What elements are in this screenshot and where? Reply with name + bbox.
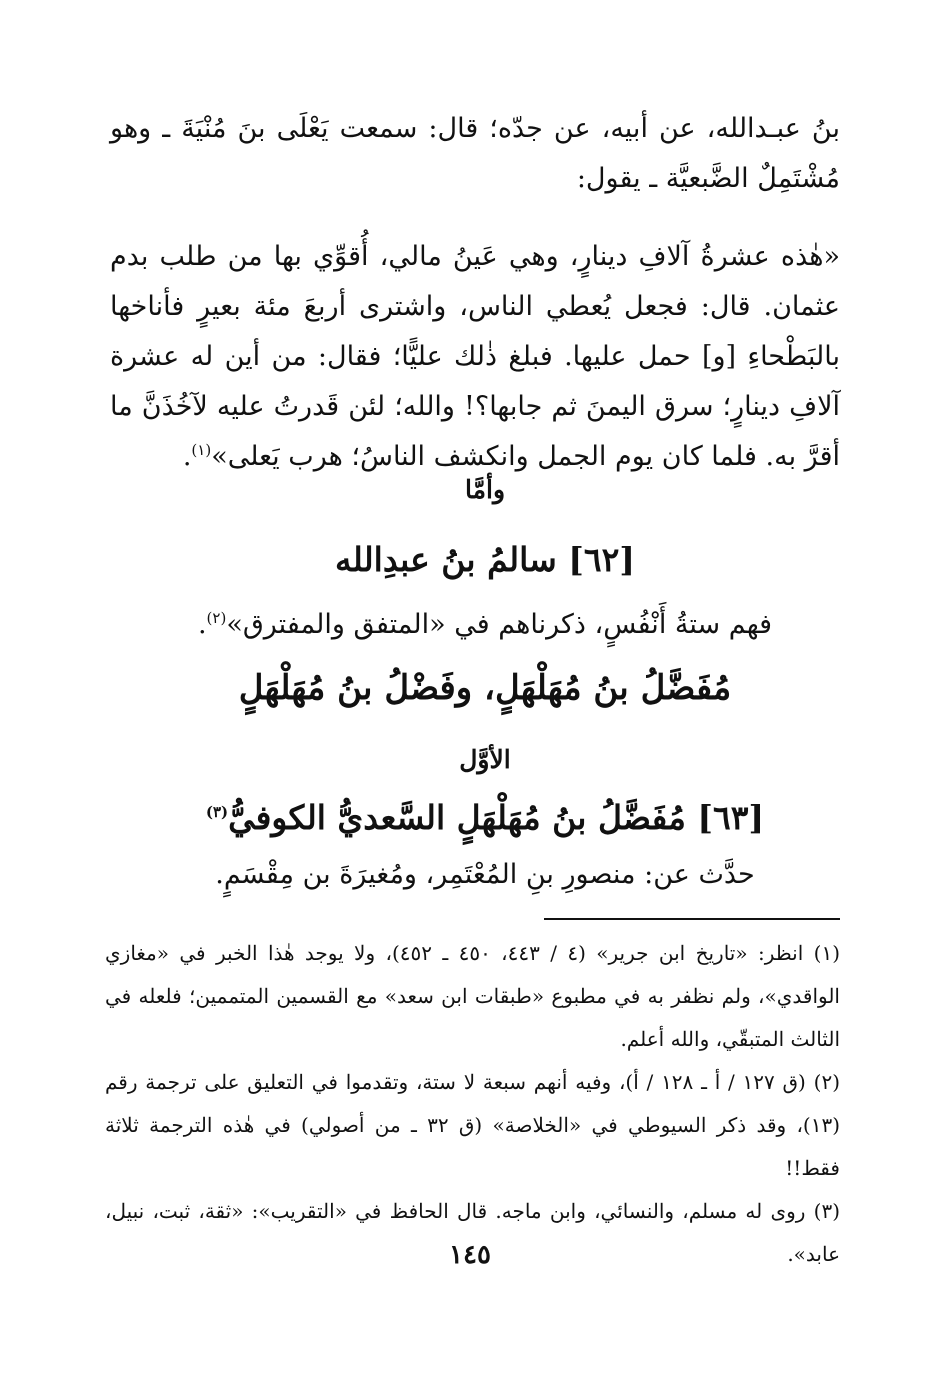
footnote-2: (٢) (ق ١٢٧ / أ ـ ١٢٨ / أ)، وفيه أنهم سبعة لا ستة، وتقدموا في التعليق على ترجمة رقم (١٣)، وقد ذكر السيوطي في «الخلاصة» (ق ٣٢ ـ من أصولي) في هٰذه الترجمة ثلاثة فقط!! bbox=[105, 1070, 841, 1180]
footnotes bbox=[105, 932, 840, 1276]
section-heading-wa-amma: وأمَّا bbox=[464, 475, 506, 504]
footnote-3: (٣) روى له مسلم، والنسائي، وابن ماجه. قال الحافظ في «التقريب»: «ثقة، ثبت، نبيل، عابد». bbox=[105, 1199, 840, 1266]
entry-62-intro-end: . bbox=[197, 609, 207, 640]
entry-heading-63 bbox=[120, 790, 850, 846]
entry-62-intro bbox=[120, 600, 850, 650]
footnote-separator bbox=[544, 918, 840, 920]
footnote-ref-3: (٣) bbox=[205, 803, 229, 821]
entry-62-intro-text: فهم ستةُ أَنْفُسٍ، ذكرناهم في «المتفق والمفترق» bbox=[226, 609, 773, 640]
section-heading-al-awwal: الأوَّل bbox=[459, 745, 511, 774]
paragraph-2 bbox=[110, 232, 840, 482]
paragraph-2-text: «هٰذه عشرةُ آلافِ دينارٍ، وهي عَينُ مالي، أُقوِّي بها من طلب بدم عثمان. قال: فجعل يُعطي الناس، واشترى أربعَ مئة بعيرٍ فأناخها بالبَطْحاءِ [و] حمل عليها. فبلغ ذٰلك عليًّا؛ فقال: من أين له عشرة آلافِ دينارٍ؛ سرق اليمنَ ثم جابها؟! والله؛ لئن قَدرتُ عليه لآخُذَنَّ ما أقرَّ به. فلما كان يوم الجمل وانكشف الناسُ؛ هرب يَعلى» bbox=[110, 241, 840, 472]
entry-heading-63-text: [٦٣] مُفَضَّلُ بنُ مُهَلْهَلٍ السَّعديُّ الكوفيُّ bbox=[228, 798, 765, 837]
footnote-1: (١) انظر: «تاريخ ابن جرير» (٤ / ٤٤٣، ٤٥٠ ـ ٤٥٢)، ولا يوجد هٰذا الخبر في «مغازي الواقدي»، ولم نظفر به في مطبوع «طبقات ابن سعد» مع القسمين المتممين؛ فلعله في الثالث المتبقّي، والله أعلم. bbox=[105, 941, 841, 1051]
paragraph-2-end: . bbox=[182, 441, 192, 472]
paragraph-1: بنُ عبـدالله، عن أبيه، عن جدّه؛ قال: سمعت يَعْلَى بنَ مُنْيَةَ ـ وهو مُشْتَمِلٌ الضَّبعيَّة ـ يقول: bbox=[110, 113, 840, 194]
entry-heading-62: [٦٢] سالمُ بنُ عبدِالله bbox=[335, 540, 635, 579]
entry-63-intro: حدَّث عن: منصورِ بنِ المُعْتَمِر، ومُغيرَةَ بن مِقْسَمٍ. bbox=[215, 859, 755, 890]
footnote-ref-2: (٢) bbox=[206, 609, 227, 627]
footnote-ref-1: (١) bbox=[191, 441, 212, 459]
names-group-heading: مُفَضَّلُ بنُ مُهَلْهَلٍ، وفَضْلُ بنُ مُهَلْهَلٍ bbox=[238, 668, 732, 708]
page-number: ١٤٥ bbox=[449, 1240, 491, 1270]
